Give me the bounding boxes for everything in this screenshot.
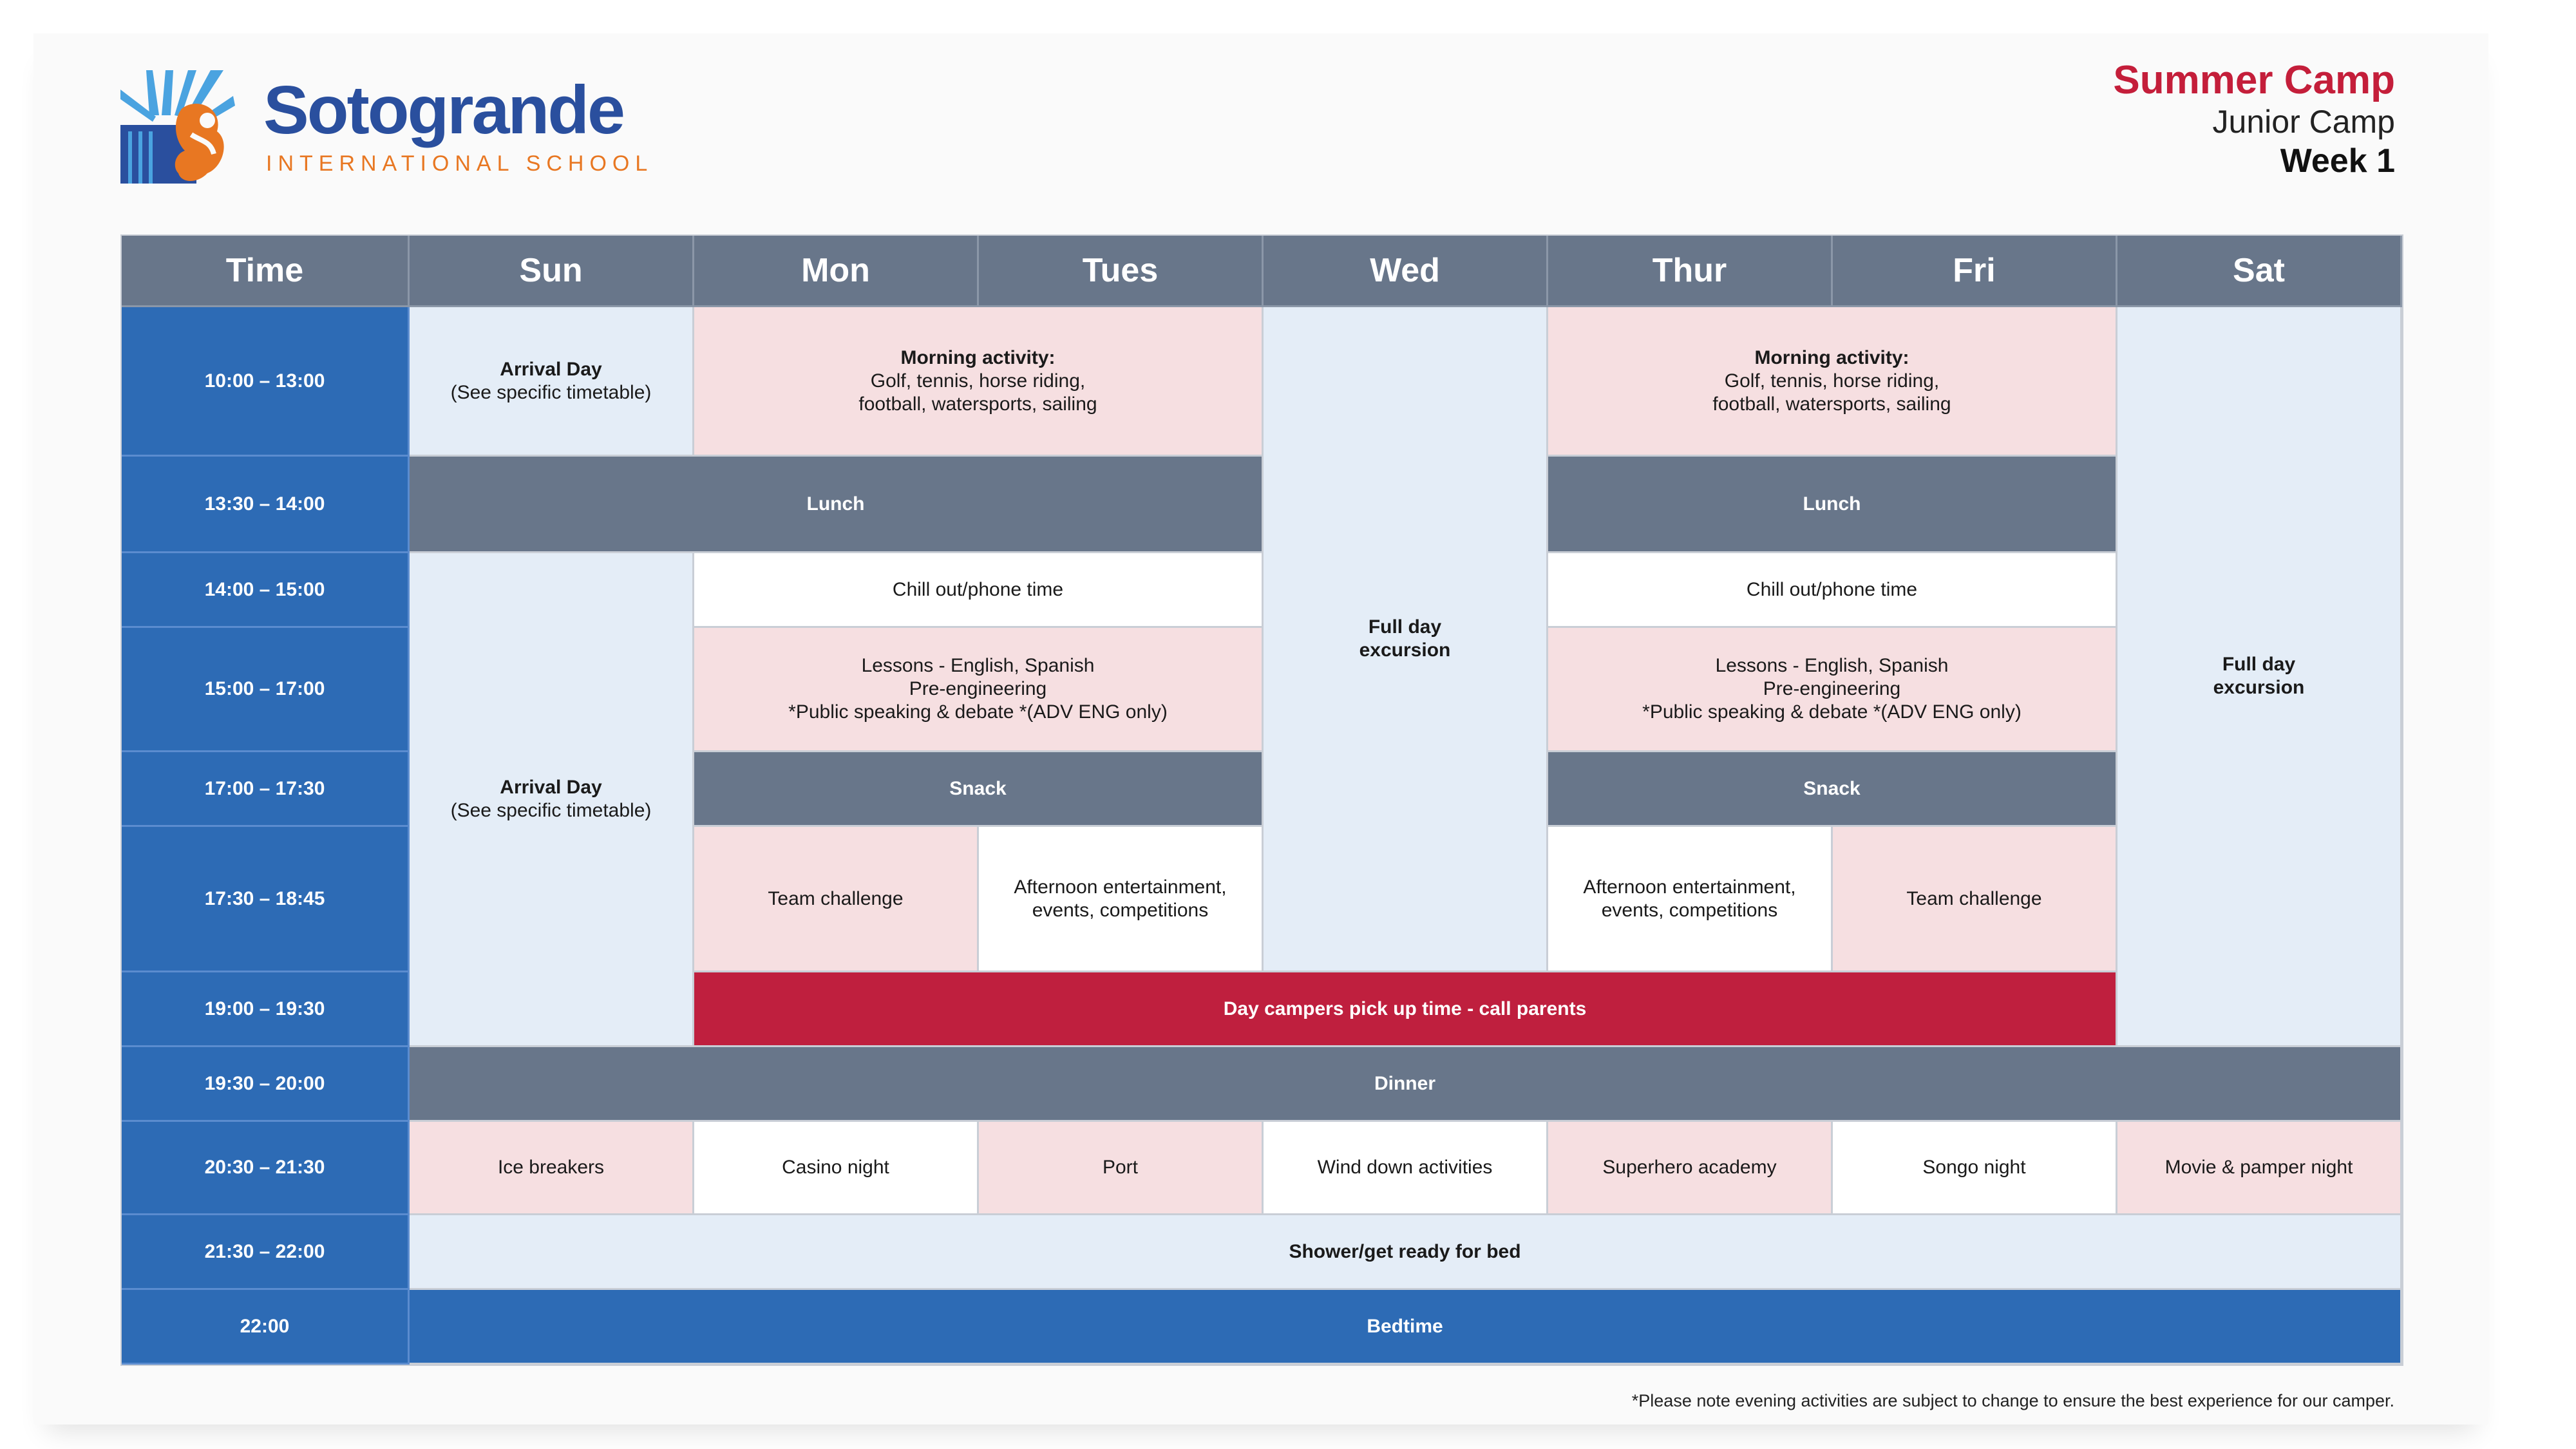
lessons-line: Lessons - English, Spanish: [861, 655, 1095, 676]
mon-tues-lessons: [694, 628, 1264, 752]
lessons-line: *Public speaking & debate *(ADV ENG only): [1642, 701, 2022, 723]
thur-fri-lessons: [1548, 628, 2117, 752]
sun-tues-lunch: Lunch: [410, 457, 1264, 553]
mon-evening-activity: Casino night: [694, 1122, 979, 1215]
excursion-line: Full day: [2222, 654, 2296, 675]
tues-evening-activity: Port: [979, 1122, 1264, 1215]
thur-fri-chill-out: Chill out/phone time: [1548, 553, 2117, 628]
time-slot: 19:00 – 19:30: [122, 972, 410, 1047]
bedtime: Bedtime: [410, 1290, 2402, 1365]
header-thur: Thur: [1548, 236, 1833, 307]
header-sat: Sat: [2117, 236, 2402, 307]
arrival-day-title: Arrival Day: [500, 777, 602, 798]
thur-fri-morning-activity: [1548, 307, 2117, 457]
thur-afternoon-entertainment: [1548, 827, 1833, 972]
time-slot: 13:30 – 14:00: [122, 457, 410, 553]
entertainment-line: events, competitions: [1601, 899, 1778, 921]
fri-evening-activity: Songo night: [1833, 1122, 2117, 1215]
arrival-day-note: (See specific timetable): [450, 381, 652, 403]
arrival-day-note: (See specific timetable): [450, 800, 652, 821]
morning-activity-line: Golf, tennis, horse riding,: [1724, 370, 1940, 392]
entertainment-line: Afternoon entertainment,: [1014, 876, 1227, 898]
entertainment-line: events, competitions: [1032, 899, 1209, 921]
header-time: Time: [122, 236, 410, 307]
school-logo: [120, 70, 654, 186]
header-sun: Sun: [410, 236, 694, 307]
sat-full-day-excursion: [2117, 307, 2402, 1047]
lessons-line: *Public speaking & debate *(ADV ENG only): [788, 701, 1168, 723]
header-wed: Wed: [1264, 236, 1548, 307]
time-slot: 14:00 – 15:00: [122, 553, 410, 628]
thur-evening-activity: Superhero academy: [1548, 1122, 1833, 1215]
time-slot: 15:00 – 17:00: [122, 628, 410, 752]
morning-activity-line: football, watersports, sailing: [1712, 393, 1951, 415]
time-slot: 20:30 – 21:30: [122, 1122, 410, 1215]
morning-activity-title: Morning activity:: [900, 346, 1056, 368]
time-slot: 19:30 – 20:00: [122, 1047, 410, 1122]
lessons-line: Lessons - English, Spanish: [1715, 655, 1949, 676]
school-name: Sotogrande: [263, 72, 623, 148]
camp-name: Junior Camp: [2212, 104, 2395, 140]
morning-activity-line: Golf, tennis, horse riding,: [870, 370, 1086, 392]
time-slot: 17:00 – 17:30: [122, 752, 410, 827]
time-slot: 10:00 – 13:00: [122, 307, 410, 457]
fri-team-challenge: Team challenge: [1833, 827, 2117, 972]
timetable: [120, 234, 2403, 1366]
sotogrande-logo-icon: [120, 70, 235, 184]
week-label: Week 1: [2280, 142, 2395, 180]
excursion-line: excursion: [2213, 677, 2305, 698]
lessons-line: Pre-engineering: [1763, 678, 1901, 699]
time-slot: 17:30 – 18:45: [122, 827, 410, 972]
excursion-line: Full day: [1368, 616, 1442, 638]
mon-team-challenge: Team challenge: [694, 827, 979, 972]
dinner: Dinner: [410, 1047, 2402, 1122]
school-subtitle: INTERNATIONAL SCHOOL: [266, 151, 654, 176]
time-slot: 22:00: [122, 1290, 410, 1365]
sun-arrival-morning: [410, 307, 694, 457]
mon-tues-snack: Snack: [694, 752, 1264, 827]
entertainment-line: Afternoon entertainment,: [1583, 876, 1796, 898]
thur-fri-lunch: Lunch: [1548, 457, 2117, 553]
title-block: [2113, 59, 2395, 180]
sun-evening-activity: Ice breakers: [410, 1122, 694, 1215]
mon-tues-chill-out: Chill out/phone time: [694, 553, 1264, 628]
morning-activity-line: football, watersports, sailing: [858, 393, 1097, 415]
page-title: Summer Camp: [2113, 58, 2395, 102]
shower-time: Shower/get ready for bed: [410, 1215, 2402, 1290]
header-tues: Tues: [979, 236, 1264, 307]
header-fri: Fri: [1833, 236, 2117, 307]
footnote: *Please note evening activities are subject to change to ensure the best experience for our camper.: [1631, 1391, 2394, 1410]
mon-tues-morning-activity: [694, 307, 1264, 457]
thur-fri-snack: Snack: [1548, 752, 2117, 827]
header-mon: Mon: [694, 236, 979, 307]
arrival-day-title: Arrival Day: [500, 358, 602, 380]
time-slot: 21:30 – 22:00: [122, 1215, 410, 1290]
day-campers-pickup: Day campers pick up time - call parents: [694, 972, 2117, 1047]
excursion-line: excursion: [1359, 639, 1451, 661]
sat-evening-activity: Movie & pamper night: [2117, 1122, 2402, 1215]
morning-activity-title: Morning activity:: [1754, 346, 1909, 368]
wed-evening-activity: Wind down activities: [1264, 1122, 1548, 1215]
lessons-line: Pre-engineering: [909, 678, 1047, 699]
wed-full-day-excursion: [1264, 307, 1548, 972]
tues-afternoon-entertainment: [979, 827, 1264, 972]
sun-arrival-afternoon: [410, 553, 694, 1047]
